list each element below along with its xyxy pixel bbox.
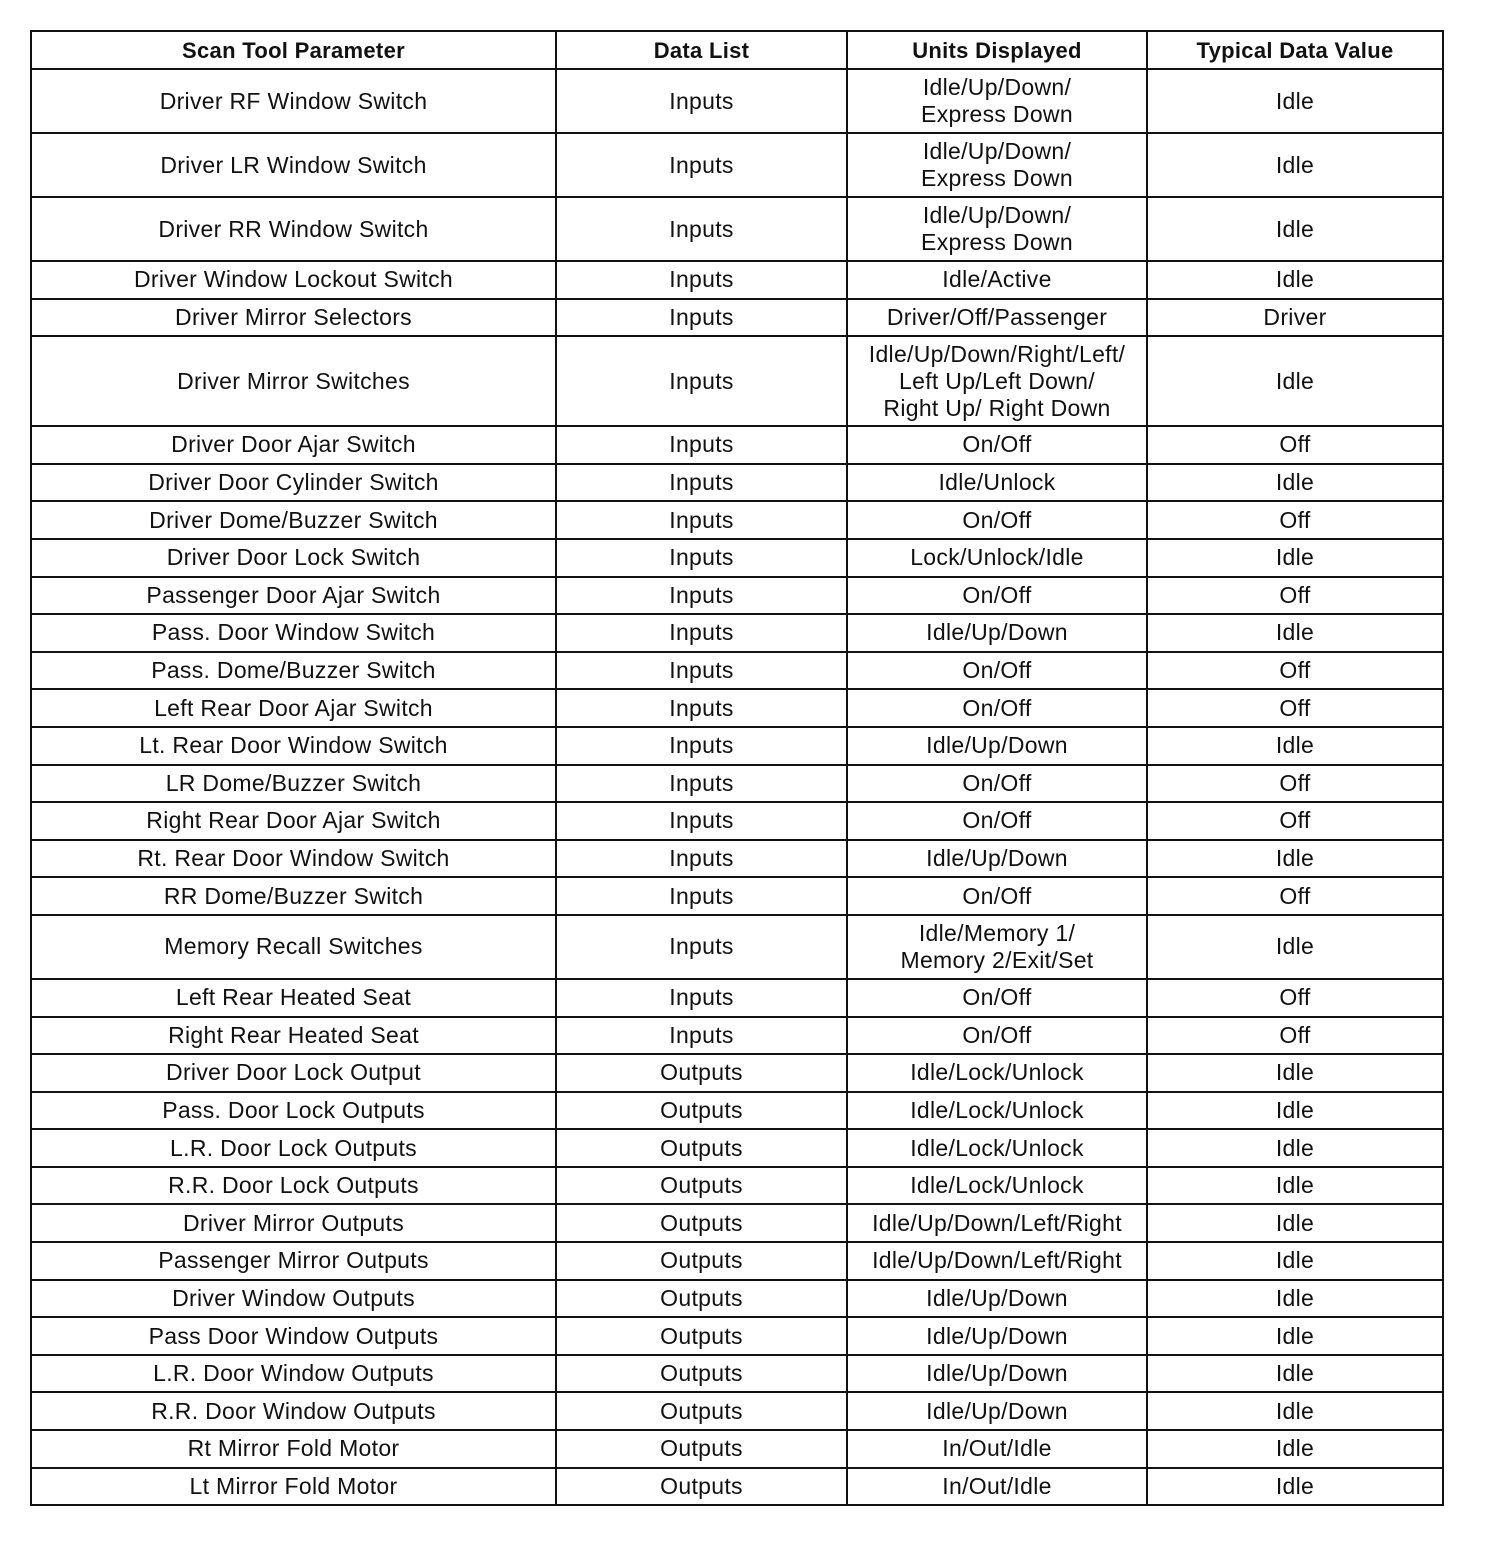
parameter-cell: Driver Window Lockout Switch: [31, 261, 556, 299]
typical-value-cell: Off: [1147, 979, 1443, 1017]
units-displayed-cell: Idle/Memory 1/ Memory 2/Exit/Set: [847, 915, 1147, 979]
table-row: [31, 1355, 1443, 1393]
table-row: [31, 802, 1443, 840]
parameter-cell: Pass. Door Lock Outputs: [31, 1092, 556, 1130]
table-row: [31, 614, 1443, 652]
units-displayed-cell: Idle/Up/Down/Left/Right: [847, 1242, 1147, 1280]
data-list-cell: Inputs: [556, 464, 847, 502]
typical-value-cell: Idle: [1147, 1129, 1443, 1167]
typical-value-cell: Idle: [1147, 1430, 1443, 1468]
typical-value-cell: Off: [1147, 426, 1443, 464]
typical-value-cell: Idle: [1147, 1392, 1443, 1430]
header-units-displayed: Units Displayed: [847, 31, 1147, 69]
parameter-cell: L.R. Door Window Outputs: [31, 1355, 556, 1393]
table-row: [31, 1430, 1443, 1468]
typical-value-cell: Idle: [1147, 840, 1443, 878]
data-list-cell: Outputs: [556, 1242, 847, 1280]
data-list-cell: Outputs: [556, 1204, 847, 1242]
table-row: [31, 336, 1443, 426]
table-row: [31, 1317, 1443, 1355]
typical-value-cell: Idle: [1147, 336, 1443, 426]
data-list-cell: Outputs: [556, 1468, 847, 1506]
table-row: [31, 1017, 1443, 1055]
data-list-cell: Inputs: [556, 501, 847, 539]
table-row: [31, 426, 1443, 464]
units-displayed-cell: On/Off: [847, 689, 1147, 727]
typical-value-cell: Idle: [1147, 1054, 1443, 1092]
parameter-cell: Pass Door Window Outputs: [31, 1317, 556, 1355]
parameter-cell: Lt Mirror Fold Motor: [31, 1468, 556, 1506]
table-row: [31, 464, 1443, 502]
parameter-cell: LR Dome/Buzzer Switch: [31, 765, 556, 803]
typical-value-cell: Idle: [1147, 1468, 1443, 1506]
data-list-cell: Inputs: [556, 577, 847, 615]
units-displayed-cell: On/Off: [847, 501, 1147, 539]
units-displayed-cell: On/Off: [847, 979, 1147, 1017]
typical-value-cell: Idle: [1147, 1355, 1443, 1393]
table-row: [31, 1167, 1443, 1205]
typical-value-cell: Idle: [1147, 133, 1443, 197]
scan-tool-data-table-container: [30, 30, 1442, 1506]
typical-value-cell: Off: [1147, 577, 1443, 615]
table-row: [31, 1092, 1443, 1130]
data-list-cell: Inputs: [556, 426, 847, 464]
parameter-cell: Lt. Rear Door Window Switch: [31, 727, 556, 765]
typical-value-cell: Off: [1147, 1017, 1443, 1055]
table-row: [31, 133, 1443, 197]
header-typical-data-value: Typical Data Value: [1147, 31, 1443, 69]
parameter-cell: Left Rear Heated Seat: [31, 979, 556, 1017]
parameter-cell: L.R. Door Lock Outputs: [31, 1129, 556, 1167]
data-list-cell: Inputs: [556, 689, 847, 727]
parameter-cell: Driver RF Window Switch: [31, 69, 556, 133]
table-row: [31, 69, 1443, 133]
parameter-cell: RR Dome/Buzzer Switch: [31, 877, 556, 915]
data-list-cell: Inputs: [556, 1017, 847, 1055]
units-displayed-cell: Idle/Up/Down/Right/Left/ Left Up/Left Down/ Right Up/ Right Down: [847, 336, 1147, 426]
units-displayed-cell: Idle/Up/Down: [847, 1317, 1147, 1355]
parameter-cell: Driver Mirror Selectors: [31, 299, 556, 337]
typical-value-cell: Idle: [1147, 1242, 1443, 1280]
data-list-cell: Inputs: [556, 614, 847, 652]
units-displayed-cell: Idle/Up/Down/ Express Down: [847, 69, 1147, 133]
data-list-cell: Outputs: [556, 1129, 847, 1167]
data-list-cell: Outputs: [556, 1054, 847, 1092]
typical-value-cell: Idle: [1147, 197, 1443, 261]
parameter-cell: Right Rear Door Ajar Switch: [31, 802, 556, 840]
units-displayed-cell: Idle/Active: [847, 261, 1147, 299]
table-row: [31, 1242, 1443, 1280]
typical-value-cell: Off: [1147, 802, 1443, 840]
parameter-cell: Rt. Rear Door Window Switch: [31, 840, 556, 878]
data-list-cell: Outputs: [556, 1167, 847, 1205]
table-row: [31, 261, 1443, 299]
data-list-cell: Inputs: [556, 539, 847, 577]
header-row: [31, 31, 1443, 69]
typical-value-cell: Idle: [1147, 69, 1443, 133]
data-list-cell: Inputs: [556, 765, 847, 803]
typical-value-cell: Off: [1147, 689, 1443, 727]
table-row: [31, 299, 1443, 337]
parameter-cell: Left Rear Door Ajar Switch: [31, 689, 556, 727]
units-displayed-cell: Idle/Lock/Unlock: [847, 1054, 1147, 1092]
typical-value-cell: Idle: [1147, 1317, 1443, 1355]
parameter-cell: Driver Mirror Outputs: [31, 1204, 556, 1242]
parameter-cell: R.R. Door Lock Outputs: [31, 1167, 556, 1205]
data-list-cell: Inputs: [556, 727, 847, 765]
units-displayed-cell: Driver/Off/Passenger: [847, 299, 1147, 337]
units-displayed-cell: On/Off: [847, 1017, 1147, 1055]
units-displayed-cell: Idle/Lock/Unlock: [847, 1129, 1147, 1167]
units-displayed-cell: Idle/Up/Down: [847, 1392, 1147, 1430]
typical-value-cell: Idle: [1147, 1167, 1443, 1205]
units-displayed-cell: On/Off: [847, 765, 1147, 803]
parameter-cell: Memory Recall Switches: [31, 915, 556, 979]
units-displayed-cell: Lock/Unlock/Idle: [847, 539, 1147, 577]
units-displayed-cell: Idle/Up/Down: [847, 727, 1147, 765]
data-list-cell: Outputs: [556, 1317, 847, 1355]
data-list-cell: Outputs: [556, 1280, 847, 1318]
units-displayed-cell: Idle/Up/Down/ Express Down: [847, 133, 1147, 197]
data-list-cell: Inputs: [556, 261, 847, 299]
scan-tool-data-table: [30, 30, 1444, 1506]
table-row: [31, 979, 1443, 1017]
data-list-cell: Inputs: [556, 69, 847, 133]
data-list-cell: Inputs: [556, 802, 847, 840]
typical-value-cell: Off: [1147, 501, 1443, 539]
units-displayed-cell: Idle/Unlock: [847, 464, 1147, 502]
parameter-cell: Driver LR Window Switch: [31, 133, 556, 197]
table-row: [31, 197, 1443, 261]
table-row: [31, 1204, 1443, 1242]
table-row: [31, 915, 1443, 979]
units-displayed-cell: On/Off: [847, 802, 1147, 840]
table-row: [31, 1129, 1443, 1167]
parameter-cell: Driver Mirror Switches: [31, 336, 556, 426]
table-row: [31, 1054, 1443, 1092]
units-displayed-cell: Idle/Lock/Unlock: [847, 1092, 1147, 1130]
parameter-cell: Driver Door Lock Switch: [31, 539, 556, 577]
typical-value-cell: Off: [1147, 877, 1443, 915]
data-list-cell: Outputs: [556, 1092, 847, 1130]
table-row: [31, 765, 1443, 803]
units-displayed-cell: Idle/Up/Down: [847, 1280, 1147, 1318]
table-body: [31, 69, 1443, 1505]
table-row: [31, 877, 1443, 915]
parameter-cell: Right Rear Heated Seat: [31, 1017, 556, 1055]
parameter-cell: Passenger Mirror Outputs: [31, 1242, 556, 1280]
typical-value-cell: Idle: [1147, 1280, 1443, 1318]
units-displayed-cell: Idle/Up/Down/ Express Down: [847, 197, 1147, 261]
parameter-cell: Passenger Door Ajar Switch: [31, 577, 556, 615]
units-displayed-cell: On/Off: [847, 877, 1147, 915]
data-list-cell: Outputs: [556, 1430, 847, 1468]
units-displayed-cell: Idle/Lock/Unlock: [847, 1167, 1147, 1205]
parameter-cell: Pass. Door Window Switch: [31, 614, 556, 652]
typical-value-cell: Idle: [1147, 915, 1443, 979]
table-row: [31, 1392, 1443, 1430]
table-row: [31, 689, 1443, 727]
units-displayed-cell: In/Out/Idle: [847, 1468, 1147, 1506]
typical-value-cell: Off: [1147, 765, 1443, 803]
parameter-cell: R.R. Door Window Outputs: [31, 1392, 556, 1430]
table-row: [31, 501, 1443, 539]
data-list-cell: Inputs: [556, 652, 847, 690]
data-list-cell: Inputs: [556, 915, 847, 979]
units-displayed-cell: Idle/Up/Down: [847, 1355, 1147, 1393]
table-row: [31, 577, 1443, 615]
header-scan-tool-parameter: Scan Tool Parameter: [31, 31, 556, 69]
data-list-cell: Outputs: [556, 1355, 847, 1393]
parameter-cell: Driver Door Lock Output: [31, 1054, 556, 1092]
data-list-cell: Inputs: [556, 840, 847, 878]
parameter-cell: Driver Window Outputs: [31, 1280, 556, 1318]
parameter-cell: Driver Dome/Buzzer Switch: [31, 501, 556, 539]
units-displayed-cell: Idle/Up/Down/Left/Right: [847, 1204, 1147, 1242]
data-list-cell: Inputs: [556, 299, 847, 337]
data-list-cell: Inputs: [556, 877, 847, 915]
units-displayed-cell: Idle/Up/Down: [847, 614, 1147, 652]
typical-value-cell: Idle: [1147, 1204, 1443, 1242]
parameter-cell: Pass. Dome/Buzzer Switch: [31, 652, 556, 690]
parameter-cell: Rt Mirror Fold Motor: [31, 1430, 556, 1468]
table-row: [31, 727, 1443, 765]
data-list-cell: Inputs: [556, 133, 847, 197]
units-displayed-cell: On/Off: [847, 577, 1147, 615]
units-displayed-cell: On/Off: [847, 426, 1147, 464]
table-row: [31, 652, 1443, 690]
data-list-cell: Outputs: [556, 1392, 847, 1430]
typical-value-cell: Idle: [1147, 1092, 1443, 1130]
typical-value-cell: Off: [1147, 652, 1443, 690]
typical-value-cell: Driver: [1147, 299, 1443, 337]
units-displayed-cell: In/Out/Idle: [847, 1430, 1147, 1468]
parameter-cell: Driver Door Cylinder Switch: [31, 464, 556, 502]
table-row: [31, 1280, 1443, 1318]
parameter-cell: Driver RR Window Switch: [31, 197, 556, 261]
data-list-cell: Inputs: [556, 979, 847, 1017]
units-displayed-cell: On/Off: [847, 652, 1147, 690]
data-list-cell: Inputs: [556, 197, 847, 261]
typical-value-cell: Idle: [1147, 261, 1443, 299]
table-row: [31, 1468, 1443, 1506]
header-data-list: Data List: [556, 31, 847, 69]
table-header: [31, 31, 1443, 69]
typical-value-cell: Idle: [1147, 539, 1443, 577]
typical-value-cell: Idle: [1147, 464, 1443, 502]
table-row: [31, 539, 1443, 577]
table-row: [31, 840, 1443, 878]
data-list-cell: Inputs: [556, 336, 847, 426]
units-displayed-cell: Idle/Up/Down: [847, 840, 1147, 878]
typical-value-cell: Idle: [1147, 614, 1443, 652]
typical-value-cell: Idle: [1147, 727, 1443, 765]
parameter-cell: Driver Door Ajar Switch: [31, 426, 556, 464]
